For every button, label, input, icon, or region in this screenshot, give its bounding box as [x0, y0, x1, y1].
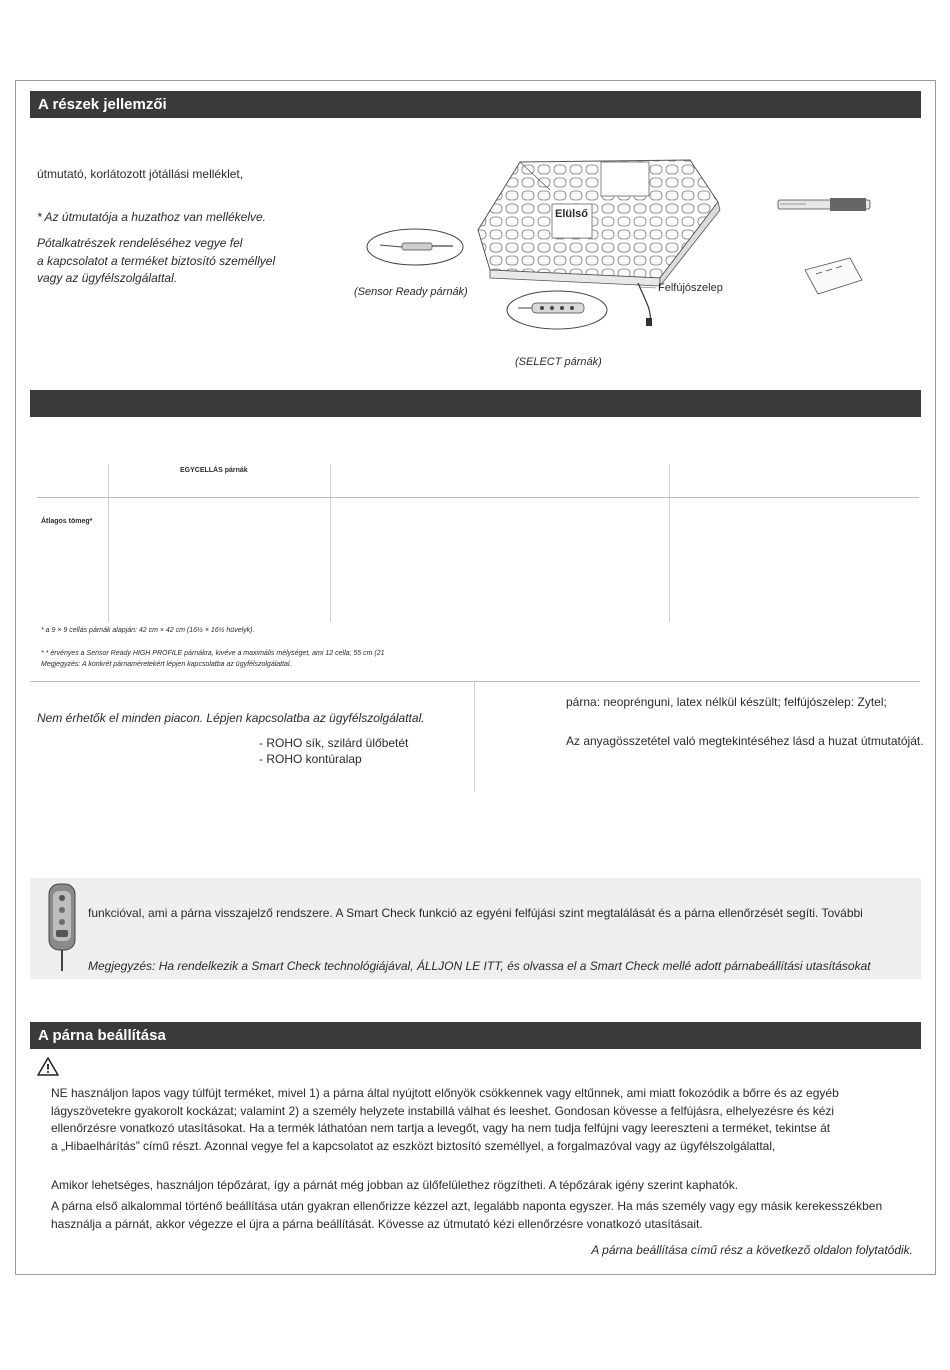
select-caption: (SELECT párnák)	[515, 356, 602, 368]
spare-parts-line-2: a kapcsolatot a terméket biztosító személlyel	[37, 254, 276, 268]
footnote-1: * a 9 × 9 cellás párnák alapján: 42 cm × 42 cm (16½ × 16½ hüvelyk).	[41, 627, 255, 634]
availability-note: Nem érhetők el minden piacon. Lépjen kapcsolatba az ügyfélszolgálattal.	[37, 711, 425, 725]
spare-parts-line-3: vagy az ügyfélszolgálattal.	[37, 271, 178, 285]
accessory-item-1: - ROHO sík, szilárd ülőbetét	[259, 736, 409, 750]
footnote-2: * * érvényes a Sensor Ready HIGH PROFILE párnákra, kivéve a maximális mélységet, ami 12 cella; 55 cm (21	[41, 650, 385, 657]
warning-line: NE használjon lapos vagy túlfújt terméket, mivel 1) a párna által nyújtott előnyök csökkennek vagy eltűnnek, ami miatt fokozódik a bőrre és az egyéb	[51, 1086, 839, 1100]
warning-icon	[37, 1057, 59, 1076]
first-setup-paragraph	[51, 1198, 911, 1233]
valve-label: Felfújószelep	[658, 282, 723, 294]
column-divider	[474, 682, 475, 792]
section-header-specs	[30, 390, 921, 417]
materials-line-2: Az anyagösszetétel való megtekintéséhez lásd a huzat útmutatóját.	[566, 734, 924, 748]
section-header-parts: A részek jellemzői	[30, 91, 921, 118]
warning-line: ellenőrzésre vonatkozó utasításokat. Ha a termék láthatóan nem tartja a levegőt, vagy ha nem tudja felfújni vagy leereszteni a terméket, tekintse át	[51, 1121, 831, 1135]
warning-line: a „Hibaelhárítás” című részt. Azonnal vegye fel a kapcsolatot az eszközt biztosító személlyel, a forgalmazóval vagy az ügyfélszolgálattal,	[51, 1138, 776, 1153]
smart-check-device-icon	[46, 883, 80, 975]
column-header: EGYCELLÁS párnák	[180, 467, 248, 474]
velcro-paragraph: Amikor lehetséges, használjon tépőzárat, így a párnát még jobban az ülőfelülethez rögzítheti. A tépőzárak igény szerint kaphatók.	[51, 1178, 739, 1192]
sensor-ready-caption: (Sensor Ready párnák)	[354, 286, 468, 298]
contents-text: útmutató, korlátozott jótállási melléklet,	[37, 167, 244, 181]
cover-note: * Az útmutatója a huzathoz van mellékelve.	[37, 210, 267, 224]
warning-line: lágyszövetekre gyakorolt kockázat; valamint 2) a személy helyzete instabillá válhat és leeshet. Gondosan kövesse a felfújásra, elhelyezésre és kézi	[51, 1103, 835, 1118]
table-divider	[330, 464, 331, 622]
first-setup-line: használja a párnát, akkor végezze el újra a párna beállítását. Kövesse az útmutató kézi ellenőrzésre vonatkozó utasításait.	[51, 1216, 703, 1231]
section-header-setup: A párna beállítása	[30, 1022, 921, 1049]
accessory-item-2: - ROHO kontúralap	[259, 752, 362, 766]
table-header-rule	[37, 497, 919, 498]
smart-check-note: Megjegyzés: Ha rendelkezik a Smart Check technológiájával, ÁLLJON LE ITT, és olvassa el a Smart Check mellé adott párnabeállítási utasításokat	[88, 959, 871, 973]
table-divider	[108, 464, 109, 622]
row-label-weight: Átlagos tömeg*	[41, 518, 93, 525]
front-label: Elülső	[555, 208, 589, 220]
smart-check-text: funkcióval, ami a párna visszajelző rendszere. A Smart Check funkció az egyéni felfújási szint megtalálását és a párna ellenőrzését segíti. További	[88, 906, 863, 920]
first-setup-line: A párna első alkalommal történő beállítása után gyakran ellenőrizze kézzel azt, legalább naponta egyszer. Ha más személy vagy egy másik kerekesszékben	[51, 1199, 883, 1213]
footnote-3: Megjegyzés: A konkrét párnaméretekért lépjen kapcsolatba az ügyfélszolgálattal.	[41, 661, 292, 668]
warning-paragraph	[51, 1085, 911, 1155]
table-divider	[669, 464, 670, 622]
spare-parts-line-1: Pótalkatrészek rendeléséhez vegye fel	[37, 236, 243, 250]
continued-note: A párna beállítása című rész a következő oldalon folytatódik.	[591, 1243, 913, 1257]
cushion-illustration	[360, 150, 880, 340]
materials-line-1: párna: neoprénguni, latex nélkül készült; felfújószelep: Zytel;	[566, 695, 887, 709]
section-rule	[30, 681, 920, 682]
